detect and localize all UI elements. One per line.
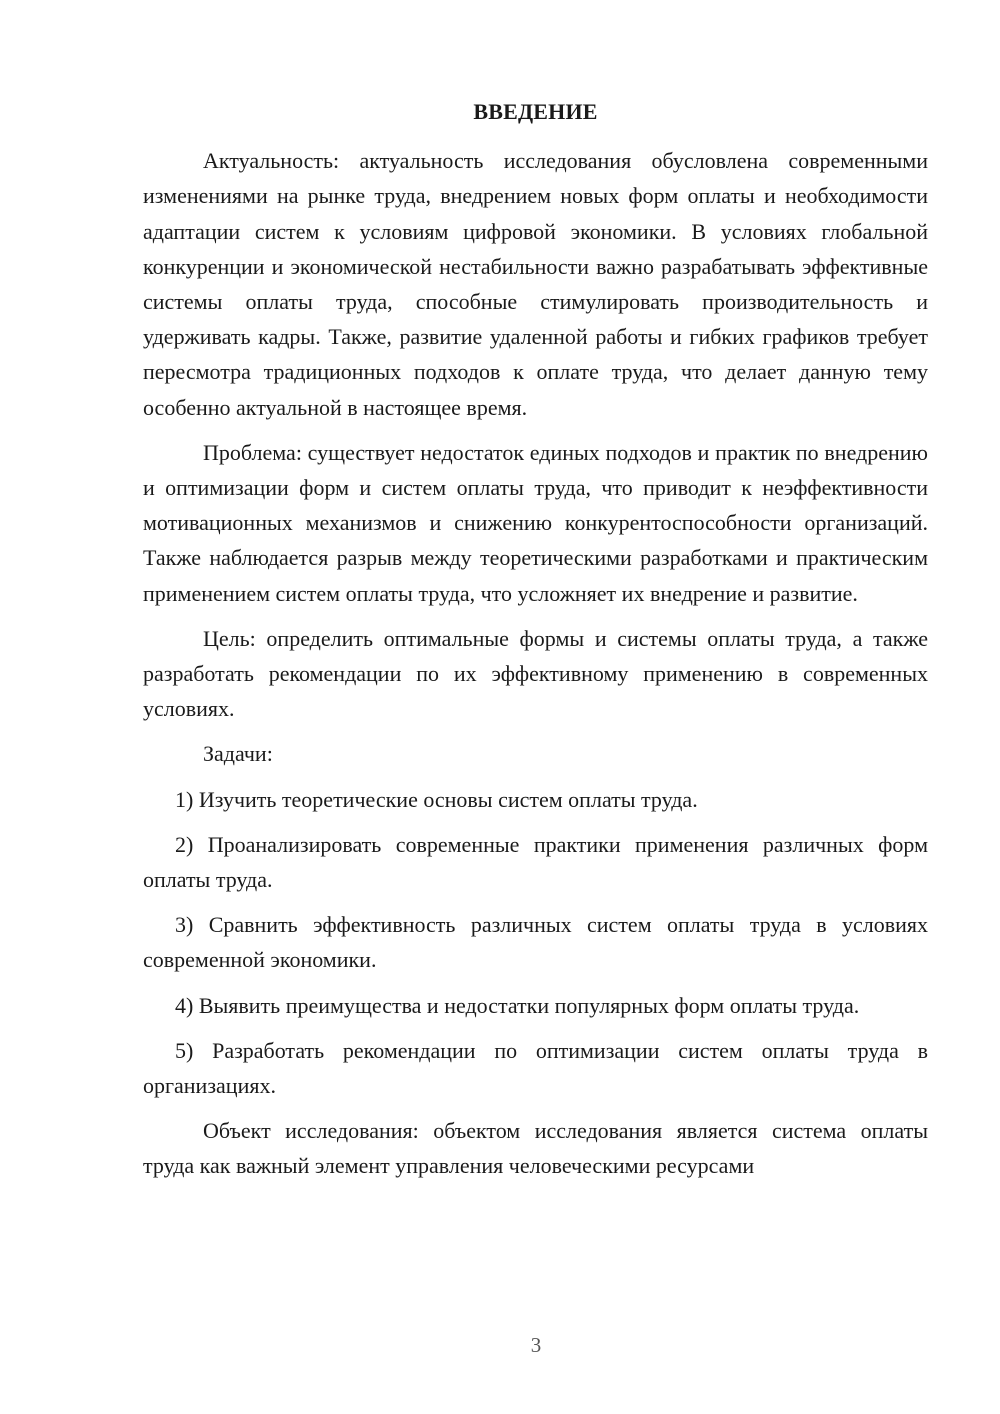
task-item-3: 3) Сравнить эффективность различных систем оплаты труда в условиях современной экономики. (143, 912, 928, 973)
tasks-list (143, 782, 928, 1104)
paragraph-problem: Проблема: существует недостаток единых подходов и практик по внедрению и оптимизации форм и систем оплаты труда, что приводит к неэффективности мотивационных механизмов и снижению конкурентоспособности организаций. Также наблюдается разрыв между теоретическими разработками и практическим применением систем оплаты труда, что усложняет их внедрение и развитие. (143, 439, 928, 606)
task-item-1: 1) Изучить теоретические основы систем оплаты труда. (175, 786, 698, 812)
tasks-heading: Задачи: (203, 741, 273, 767)
task-item-5: 5) Разработать рекомендации по оптимизации систем оплаты труда в организациях. (143, 1037, 928, 1099)
page-number: 3 (530, 1333, 542, 1357)
paragraph-relevance: Актуальность: актуальность исследования обусловлена современными изменениями на рынке труда, внедрением новых форм оплаты и необходимости адаптации систем к условиям цифровой экономики. В условиях глобальной конкуренции и экономической нестабильности важно разрабатывать эффективные системы оплаты труда, способные стимулировать производительность и удерживать кадры. Также, развитие удаленной работы и гибких графиков требует пересмотра традиционных подходов к оплате труда, что делает данную тему особенно актуальной в настоящее время. (143, 148, 928, 420)
paragraph-goal: Цель: определить оптимальные формы и системы оплаты труда, а также разработать рекомендации по их эффективному применению в современных условиях. (143, 625, 928, 722)
section-title: ВВЕДЕНИЕ (473, 99, 598, 124)
document-page (143, 94, 928, 1194)
task-item-4: 4) Выявить преимущества и недостатки популярных форм оплаты труда. (175, 992, 860, 1018)
paragraph-object: Объект исследования: объектом исследования является система оплаты труда как важный элемент управления человеческими ресурсами (143, 1118, 928, 1179)
task-item-2: 2) Проанализировать современные практики применения различных форм оплаты труда. (143, 831, 928, 893)
